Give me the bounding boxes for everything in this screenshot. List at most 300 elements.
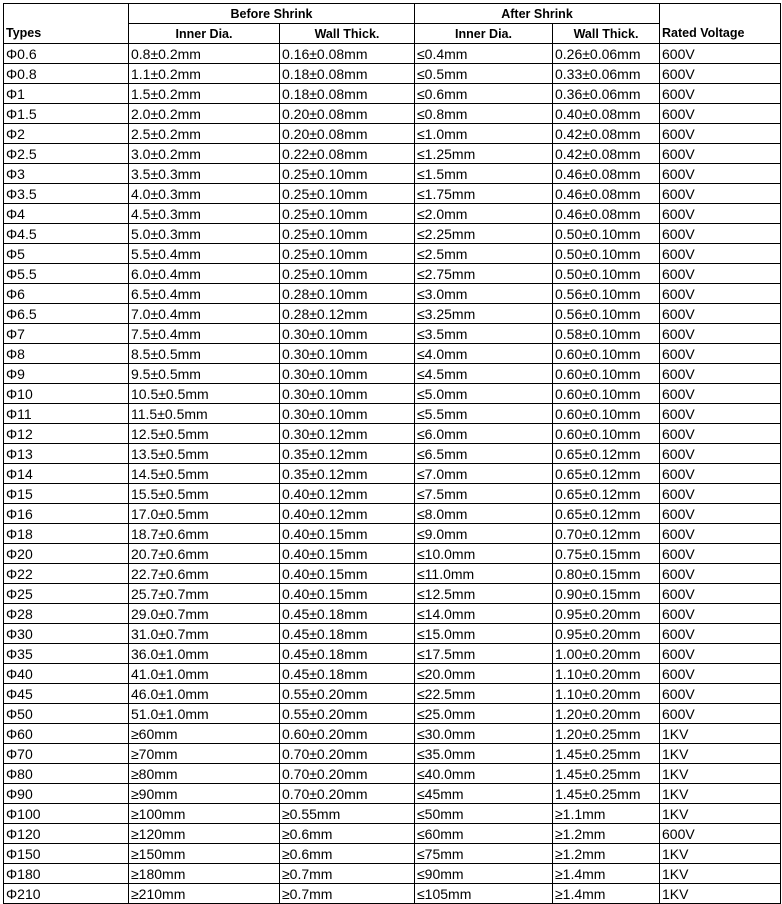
wall-thick-after-cell: 1.45±0.25mm bbox=[553, 744, 660, 764]
table-row bbox=[4, 704, 781, 724]
inner-dia-before-cell: ≥100mm bbox=[129, 804, 280, 824]
type-cell: Φ8 bbox=[4, 344, 129, 364]
inner-dia-before-header: Inner Dia. bbox=[129, 24, 280, 44]
wall-thick-after-cell: 0.26±0.06mm bbox=[553, 44, 660, 64]
wall-thick-before-header: Wall Thick. bbox=[280, 24, 415, 44]
rated-voltage-cell: 600V bbox=[660, 644, 781, 664]
rated-voltage-cell: 600V bbox=[660, 224, 781, 244]
inner-dia-before-cell: 31.0±0.7mm bbox=[129, 624, 280, 644]
type-cell: Φ15 bbox=[4, 484, 129, 504]
rated-voltage-cell: 600V bbox=[660, 384, 781, 404]
wall-thick-before-cell: 0.28±0.12mm bbox=[280, 304, 415, 324]
wall-thick-after-cell: 0.60±0.10mm bbox=[553, 384, 660, 404]
inner-dia-after-cell: ≤1.0mm bbox=[415, 124, 553, 144]
type-cell: Φ12 bbox=[4, 424, 129, 444]
inner-dia-before-cell: 1.1±0.2mm bbox=[129, 64, 280, 84]
table-row bbox=[4, 784, 781, 804]
inner-dia-after-cell: ≤10.0mm bbox=[415, 544, 553, 564]
rated-voltage-cell: 600V bbox=[660, 84, 781, 104]
type-cell: Φ11 bbox=[4, 404, 129, 424]
before-shrink-header: Before Shrink bbox=[129, 4, 415, 24]
inner-dia-after-cell: ≤1.5mm bbox=[415, 164, 553, 184]
wall-thick-after-cell: ≥1.1mm bbox=[553, 804, 660, 824]
table-row bbox=[4, 524, 781, 544]
wall-thick-before-cell: 0.18±0.08mm bbox=[280, 84, 415, 104]
inner-dia-after-header: Inner Dia. bbox=[415, 24, 553, 44]
inner-dia-after-cell: ≤0.5mm bbox=[415, 64, 553, 84]
rated-voltage-cell: 1KV bbox=[660, 744, 781, 764]
wall-thick-before-cell: 0.20±0.08mm bbox=[280, 124, 415, 144]
rated-voltage-cell: 600V bbox=[660, 524, 781, 544]
wall-thick-before-cell: 0.20±0.08mm bbox=[280, 104, 415, 124]
wall-thick-before-cell: 0.55±0.20mm bbox=[280, 704, 415, 724]
wall-thick-before-cell: 0.25±0.10mm bbox=[280, 264, 415, 284]
inner-dia-before-cell: 29.0±0.7mm bbox=[129, 604, 280, 624]
inner-dia-after-cell: ≤25.0mm bbox=[415, 704, 553, 724]
inner-dia-after-cell: ≤6.0mm bbox=[415, 424, 553, 444]
type-cell: Φ5 bbox=[4, 244, 129, 264]
rated-voltage-cell: 600V bbox=[660, 624, 781, 644]
inner-dia-before-cell: 51.0±1.0mm bbox=[129, 704, 280, 724]
wall-thick-before-cell: 0.25±0.10mm bbox=[280, 244, 415, 264]
inner-dia-before-cell: 3.5±0.3mm bbox=[129, 164, 280, 184]
type-cell: Φ18 bbox=[4, 524, 129, 544]
inner-dia-after-cell: ≤22.5mm bbox=[415, 684, 553, 704]
inner-dia-after-cell: ≤5.0mm bbox=[415, 384, 553, 404]
inner-dia-before-cell: 20.7±0.6mm bbox=[129, 544, 280, 564]
inner-dia-before-cell: 41.0±1.0mm bbox=[129, 664, 280, 684]
inner-dia-before-cell: 7.0±0.4mm bbox=[129, 304, 280, 324]
wall-thick-before-cell: 0.45±0.18mm bbox=[280, 604, 415, 624]
inner-dia-after-cell: ≤90mm bbox=[415, 864, 553, 884]
wall-thick-after-cell: 0.33±0.06mm bbox=[553, 64, 660, 84]
column-header-row bbox=[4, 24, 781, 44]
rated-voltage-cell: 600V bbox=[660, 244, 781, 264]
wall-thick-after-cell: 0.60±0.10mm bbox=[553, 424, 660, 444]
wall-thick-after-cell: 0.56±0.10mm bbox=[553, 304, 660, 324]
wall-thick-after-cell: 0.65±0.12mm bbox=[553, 464, 660, 484]
rated-voltage-cell: 600V bbox=[660, 44, 781, 64]
wall-thick-after-cell: ≥1.2mm bbox=[553, 824, 660, 844]
table-row bbox=[4, 304, 781, 324]
inner-dia-before-cell: 4.5±0.3mm bbox=[129, 204, 280, 224]
rated-voltage-cell: 600V bbox=[660, 64, 781, 84]
rated-voltage-cell: 600V bbox=[660, 344, 781, 364]
type-cell: Φ14 bbox=[4, 464, 129, 484]
type-cell: Φ70 bbox=[4, 744, 129, 764]
wall-thick-before-cell: 0.30±0.10mm bbox=[280, 384, 415, 404]
inner-dia-after-cell: ≤20.0mm bbox=[415, 664, 553, 684]
table-row bbox=[4, 504, 781, 524]
type-cell: Φ2 bbox=[4, 124, 129, 144]
rated-voltage-cell: 600V bbox=[660, 364, 781, 384]
inner-dia-before-cell: ≥180mm bbox=[129, 864, 280, 884]
inner-dia-before-cell: 2.0±0.2mm bbox=[129, 104, 280, 124]
rated-voltage-cell: 600V bbox=[660, 404, 781, 424]
type-cell: Φ120 bbox=[4, 824, 129, 844]
table-row bbox=[4, 224, 781, 244]
table-row bbox=[4, 804, 781, 824]
inner-dia-before-cell: 7.5±0.4mm bbox=[129, 324, 280, 344]
wall-thick-after-cell: 0.60±0.10mm bbox=[553, 344, 660, 364]
blank-header-cell bbox=[4, 4, 129, 24]
wall-thick-after-cell: ≥1.2mm bbox=[553, 844, 660, 864]
table-row bbox=[4, 824, 781, 844]
wall-thick-before-cell: 0.35±0.12mm bbox=[280, 444, 415, 464]
wall-thick-before-cell: 0.70±0.20mm bbox=[280, 744, 415, 764]
after-shrink-header: After Shrink bbox=[415, 4, 660, 24]
inner-dia-before-cell: ≥90mm bbox=[129, 784, 280, 804]
inner-dia-before-cell: 1.5±0.2mm bbox=[129, 84, 280, 104]
inner-dia-after-cell: ≤30.0mm bbox=[415, 724, 553, 744]
wall-thick-before-cell: 0.30±0.10mm bbox=[280, 324, 415, 344]
wall-thick-after-cell: 0.75±0.15mm bbox=[553, 544, 660, 564]
rated-voltage-cell: 1KV bbox=[660, 764, 781, 784]
rated-voltage-cell: 600V bbox=[660, 544, 781, 564]
wall-thick-after-cell: 1.20±0.20mm bbox=[553, 704, 660, 724]
table-row bbox=[4, 164, 781, 184]
type-cell: Φ9 bbox=[4, 364, 129, 384]
type-cell: Φ4 bbox=[4, 204, 129, 224]
type-cell: Φ13 bbox=[4, 444, 129, 464]
wall-thick-after-cell: 0.50±0.10mm bbox=[553, 244, 660, 264]
inner-dia-before-cell: 12.5±0.5mm bbox=[129, 424, 280, 444]
wall-thick-before-cell: 0.25±0.10mm bbox=[280, 164, 415, 184]
inner-dia-before-cell: 9.5±0.5mm bbox=[129, 364, 280, 384]
table-row bbox=[4, 284, 781, 304]
inner-dia-before-cell: 3.0±0.2mm bbox=[129, 144, 280, 164]
inner-dia-after-cell: ≤14.0mm bbox=[415, 604, 553, 624]
table-row bbox=[4, 744, 781, 764]
table-row bbox=[4, 604, 781, 624]
wall-thick-after-cell: 0.46±0.08mm bbox=[553, 184, 660, 204]
wall-thick-after-cell: 0.65±0.12mm bbox=[553, 484, 660, 504]
wall-thick-after-cell: 0.80±0.15mm bbox=[553, 564, 660, 584]
rated-voltage-cell: 600V bbox=[660, 704, 781, 724]
inner-dia-after-cell: ≤40.0mm bbox=[415, 764, 553, 784]
table-row bbox=[4, 444, 781, 464]
type-cell: Φ90 bbox=[4, 784, 129, 804]
rated-voltage-cell: 600V bbox=[660, 484, 781, 504]
wall-thick-after-cell: 0.50±0.10mm bbox=[553, 264, 660, 284]
type-cell: Φ150 bbox=[4, 844, 129, 864]
wall-thick-before-cell: 0.18±0.08mm bbox=[280, 64, 415, 84]
inner-dia-before-cell: 25.7±0.7mm bbox=[129, 584, 280, 604]
wall-thick-after-header: Wall Thick. bbox=[553, 24, 660, 44]
inner-dia-before-cell: 15.5±0.5mm bbox=[129, 484, 280, 504]
wall-thick-before-cell: 0.40±0.15mm bbox=[280, 584, 415, 604]
table-row bbox=[4, 404, 781, 424]
inner-dia-before-cell: 0.8±0.2mm bbox=[129, 44, 280, 64]
wall-thick-after-cell: 0.42±0.08mm bbox=[553, 144, 660, 164]
wall-thick-before-cell: 0.45±0.18mm bbox=[280, 644, 415, 664]
type-cell: Φ3 bbox=[4, 164, 129, 184]
wall-thick-before-cell: 0.22±0.08mm bbox=[280, 144, 415, 164]
type-cell: Φ25 bbox=[4, 584, 129, 604]
wall-thick-after-cell: 0.60±0.10mm bbox=[553, 364, 660, 384]
inner-dia-before-cell: 22.7±0.6mm bbox=[129, 564, 280, 584]
wall-thick-before-cell: 0.40±0.15mm bbox=[280, 524, 415, 544]
table-row bbox=[4, 364, 781, 384]
rated-voltage-cell: 600V bbox=[660, 264, 781, 284]
wall-thick-before-cell: ≥0.6mm bbox=[280, 844, 415, 864]
table-row bbox=[4, 84, 781, 104]
type-cell: Φ30 bbox=[4, 624, 129, 644]
inner-dia-after-cell: ≤105mm bbox=[415, 884, 553, 904]
rated-voltage-cell: 600V bbox=[660, 184, 781, 204]
inner-dia-before-cell: 4.0±0.3mm bbox=[129, 184, 280, 204]
rated-voltage-cell: 600V bbox=[660, 684, 781, 704]
inner-dia-after-cell: ≤3.5mm bbox=[415, 324, 553, 344]
inner-dia-after-cell: ≤2.25mm bbox=[415, 224, 553, 244]
table-row bbox=[4, 624, 781, 644]
wall-thick-after-cell: 0.56±0.10mm bbox=[553, 284, 660, 304]
inner-dia-after-cell: ≤0.4mm bbox=[415, 44, 553, 64]
inner-dia-after-cell: ≤15.0mm bbox=[415, 624, 553, 644]
wall-thick-before-cell: 0.60±0.20mm bbox=[280, 724, 415, 744]
table-row bbox=[4, 324, 781, 344]
type-cell: Φ210 bbox=[4, 884, 129, 904]
rated-voltage-cell: 600V bbox=[660, 584, 781, 604]
inner-dia-after-cell: ≤4.5mm bbox=[415, 364, 553, 384]
rated-voltage-cell: 600V bbox=[660, 164, 781, 184]
wall-thick-after-cell: 0.65±0.12mm bbox=[553, 504, 660, 524]
inner-dia-before-cell: 17.0±0.5mm bbox=[129, 504, 280, 524]
rated-voltage-cell: 600V bbox=[660, 504, 781, 524]
rated-voltage-cell: 1KV bbox=[660, 784, 781, 804]
type-cell: Φ0.6 bbox=[4, 44, 129, 64]
wall-thick-after-cell: 1.20±0.25mm bbox=[553, 724, 660, 744]
wall-thick-before-cell: 0.45±0.18mm bbox=[280, 664, 415, 684]
wall-thick-after-cell: 0.65±0.12mm bbox=[553, 444, 660, 464]
table-row bbox=[4, 584, 781, 604]
table-row bbox=[4, 544, 781, 564]
rated-voltage-cell: 600V bbox=[660, 604, 781, 624]
wall-thick-before-cell: 0.70±0.20mm bbox=[280, 784, 415, 804]
inner-dia-after-cell: ≤3.0mm bbox=[415, 284, 553, 304]
rated-voltage-cell: 600V bbox=[660, 324, 781, 344]
type-cell: Φ100 bbox=[4, 804, 129, 824]
table-row bbox=[4, 104, 781, 124]
wall-thick-after-cell: 0.46±0.08mm bbox=[553, 164, 660, 184]
type-cell: Φ1 bbox=[4, 84, 129, 104]
rated-voltage-cell: 600V bbox=[660, 204, 781, 224]
inner-dia-before-cell: ≥80mm bbox=[129, 764, 280, 784]
inner-dia-before-cell: ≥60mm bbox=[129, 724, 280, 744]
table-row bbox=[4, 484, 781, 504]
table-row bbox=[4, 244, 781, 264]
inner-dia-after-cell: ≤60mm bbox=[415, 824, 553, 844]
table-row bbox=[4, 664, 781, 684]
table-row bbox=[4, 64, 781, 84]
inner-dia-after-cell: ≤17.5mm bbox=[415, 644, 553, 664]
type-cell: Φ40 bbox=[4, 664, 129, 684]
table-row bbox=[4, 464, 781, 484]
inner-dia-after-cell: ≤0.8mm bbox=[415, 104, 553, 124]
wall-thick-after-cell: 1.10±0.20mm bbox=[553, 664, 660, 684]
type-cell: Φ45 bbox=[4, 684, 129, 704]
type-cell: Φ10 bbox=[4, 384, 129, 404]
wall-thick-after-cell: 0.90±0.15mm bbox=[553, 584, 660, 604]
wall-thick-after-cell: 1.45±0.25mm bbox=[553, 784, 660, 804]
inner-dia-after-cell: ≤9.0mm bbox=[415, 524, 553, 544]
wall-thick-after-cell: 0.46±0.08mm bbox=[553, 204, 660, 224]
rated-voltage-cell: 600V bbox=[660, 664, 781, 684]
wall-thick-before-cell: 0.30±0.10mm bbox=[280, 404, 415, 424]
types-header: Types bbox=[4, 24, 129, 44]
wall-thick-after-cell: 0.95±0.20mm bbox=[553, 604, 660, 624]
wall-thick-before-cell: 0.30±0.12mm bbox=[280, 424, 415, 444]
wall-thick-before-cell: ≥0.6mm bbox=[280, 824, 415, 844]
inner-dia-before-cell: 14.5±0.5mm bbox=[129, 464, 280, 484]
wall-thick-after-cell: 0.40±0.08mm bbox=[553, 104, 660, 124]
inner-dia-after-cell: ≤5.5mm bbox=[415, 404, 553, 424]
wall-thick-after-cell: ≥1.4mm bbox=[553, 884, 660, 904]
wall-thick-before-cell: ≥0.55mm bbox=[280, 804, 415, 824]
type-cell: Φ60 bbox=[4, 724, 129, 744]
table-row bbox=[4, 724, 781, 744]
table-row bbox=[4, 344, 781, 364]
wall-thick-before-cell: 0.55±0.20mm bbox=[280, 684, 415, 704]
inner-dia-before-cell: ≥210mm bbox=[129, 884, 280, 904]
type-cell: Φ28 bbox=[4, 604, 129, 624]
wall-thick-after-cell: 0.58±0.10mm bbox=[553, 324, 660, 344]
inner-dia-after-cell: ≤1.75mm bbox=[415, 184, 553, 204]
wall-thick-before-cell: 0.28±0.10mm bbox=[280, 284, 415, 304]
table-row bbox=[4, 764, 781, 784]
wall-thick-before-cell: 0.25±0.10mm bbox=[280, 224, 415, 244]
rated-voltage-cell: 1KV bbox=[660, 864, 781, 884]
table-row bbox=[4, 644, 781, 664]
type-cell: Φ20 bbox=[4, 544, 129, 564]
inner-dia-before-cell: 2.5±0.2mm bbox=[129, 124, 280, 144]
rated-voltage-cell: 1KV bbox=[660, 804, 781, 824]
inner-dia-after-cell: ≤75mm bbox=[415, 844, 553, 864]
inner-dia-after-cell: ≤35.0mm bbox=[415, 744, 553, 764]
rated-voltage-cell: 1KV bbox=[660, 724, 781, 744]
table-row bbox=[4, 844, 781, 864]
inner-dia-before-cell: 13.5±0.5mm bbox=[129, 444, 280, 464]
wall-thick-after-cell: 1.45±0.25mm bbox=[553, 764, 660, 784]
wall-thick-before-cell: 0.16±0.08mm bbox=[280, 44, 415, 64]
type-cell: Φ5.5 bbox=[4, 264, 129, 284]
rated-voltage-cell: 1KV bbox=[660, 884, 781, 904]
table-row bbox=[4, 384, 781, 404]
table-row bbox=[4, 264, 781, 284]
wall-thick-before-cell: 0.40±0.12mm bbox=[280, 484, 415, 504]
rated-voltage-cell: 600V bbox=[660, 104, 781, 124]
inner-dia-after-cell: ≤1.25mm bbox=[415, 144, 553, 164]
inner-dia-after-cell: ≤50mm bbox=[415, 804, 553, 824]
type-cell: Φ1.5 bbox=[4, 104, 129, 124]
rated-voltage-cell: 600V bbox=[660, 824, 781, 844]
wall-thick-before-cell: ≥0.7mm bbox=[280, 884, 415, 904]
table-row bbox=[4, 44, 781, 64]
table-row bbox=[4, 204, 781, 224]
inner-dia-before-cell: 6.5±0.4mm bbox=[129, 284, 280, 304]
rated-voltage-cell: 600V bbox=[660, 424, 781, 444]
inner-dia-after-cell: ≤7.0mm bbox=[415, 464, 553, 484]
inner-dia-before-cell: ≥70mm bbox=[129, 744, 280, 764]
inner-dia-before-cell: ≥150mm bbox=[129, 844, 280, 864]
table-row bbox=[4, 684, 781, 704]
wall-thick-after-cell: 0.36±0.06mm bbox=[553, 84, 660, 104]
table-row bbox=[4, 124, 781, 144]
wall-thick-before-cell: ≥0.7mm bbox=[280, 864, 415, 884]
type-cell: Φ6.5 bbox=[4, 304, 129, 324]
rated-voltage-cell: 600V bbox=[660, 284, 781, 304]
inner-dia-after-cell: ≤45mm bbox=[415, 784, 553, 804]
type-cell: Φ6 bbox=[4, 284, 129, 304]
rated-voltage-cell: 600V bbox=[660, 124, 781, 144]
wall-thick-after-cell: 0.50±0.10mm bbox=[553, 224, 660, 244]
wall-thick-before-cell: 0.30±0.10mm bbox=[280, 364, 415, 384]
wall-thick-after-cell: 0.70±0.12mm bbox=[553, 524, 660, 544]
inner-dia-after-cell: ≤2.0mm bbox=[415, 204, 553, 224]
rated-voltage-header: Rated Voltage bbox=[660, 24, 781, 44]
inner-dia-after-cell: ≤12.5mm bbox=[415, 584, 553, 604]
type-cell: Φ180 bbox=[4, 864, 129, 884]
type-cell: Φ2.5 bbox=[4, 144, 129, 164]
spec-table bbox=[3, 3, 781, 904]
rated-voltage-cell: 600V bbox=[660, 144, 781, 164]
wall-thick-before-cell: 0.40±0.12mm bbox=[280, 504, 415, 524]
rated-voltage-cell: 600V bbox=[660, 564, 781, 584]
wall-thick-before-cell: 0.35±0.12mm bbox=[280, 464, 415, 484]
type-cell: Φ35 bbox=[4, 644, 129, 664]
rated-voltage-cell: 600V bbox=[660, 464, 781, 484]
inner-dia-after-cell: ≤3.25mm bbox=[415, 304, 553, 324]
inner-dia-after-cell: ≤2.5mm bbox=[415, 244, 553, 264]
inner-dia-after-cell: ≤11.0mm bbox=[415, 564, 553, 584]
wall-thick-after-cell: ≥1.4mm bbox=[553, 864, 660, 884]
wall-thick-after-cell: 0.95±0.20mm bbox=[553, 624, 660, 644]
table-row bbox=[4, 564, 781, 584]
wall-thick-before-cell: 0.25±0.10mm bbox=[280, 204, 415, 224]
type-cell: Φ3.5 bbox=[4, 184, 129, 204]
group-header-row bbox=[4, 4, 781, 24]
inner-dia-after-cell: ≤4.0mm bbox=[415, 344, 553, 364]
type-cell: Φ4.5 bbox=[4, 224, 129, 244]
wall-thick-before-cell: 0.40±0.15mm bbox=[280, 564, 415, 584]
wall-thick-before-cell: 0.25±0.10mm bbox=[280, 184, 415, 204]
table-body bbox=[4, 44, 781, 904]
rated-voltage-cell: 600V bbox=[660, 304, 781, 324]
table-row bbox=[4, 424, 781, 444]
inner-dia-after-cell: ≤7.5mm bbox=[415, 484, 553, 504]
wall-thick-before-cell: 0.40±0.15mm bbox=[280, 544, 415, 564]
wall-thick-before-cell: 0.70±0.20mm bbox=[280, 764, 415, 784]
wall-thick-after-cell: 0.42±0.08mm bbox=[553, 124, 660, 144]
inner-dia-before-cell: ≥120mm bbox=[129, 824, 280, 844]
wall-thick-before-cell: 0.30±0.10mm bbox=[280, 344, 415, 364]
inner-dia-before-cell: 18.7±0.6mm bbox=[129, 524, 280, 544]
inner-dia-before-cell: 11.5±0.5mm bbox=[129, 404, 280, 424]
inner-dia-before-cell: 8.5±0.5mm bbox=[129, 344, 280, 364]
inner-dia-before-cell: 10.5±0.5mm bbox=[129, 384, 280, 404]
inner-dia-after-cell: ≤0.6mm bbox=[415, 84, 553, 104]
type-cell: Φ50 bbox=[4, 704, 129, 724]
wall-thick-before-cell: 0.45±0.18mm bbox=[280, 624, 415, 644]
wall-thick-after-cell: 1.00±0.20mm bbox=[553, 644, 660, 664]
rated-voltage-cell: 1KV bbox=[660, 844, 781, 864]
wall-thick-after-cell: 0.60±0.10mm bbox=[553, 404, 660, 424]
inner-dia-before-cell: 5.5±0.4mm bbox=[129, 244, 280, 264]
table-row bbox=[4, 144, 781, 164]
table-row bbox=[4, 884, 781, 904]
inner-dia-before-cell: 36.0±1.0mm bbox=[129, 644, 280, 664]
inner-dia-after-cell: ≤2.75mm bbox=[415, 264, 553, 284]
